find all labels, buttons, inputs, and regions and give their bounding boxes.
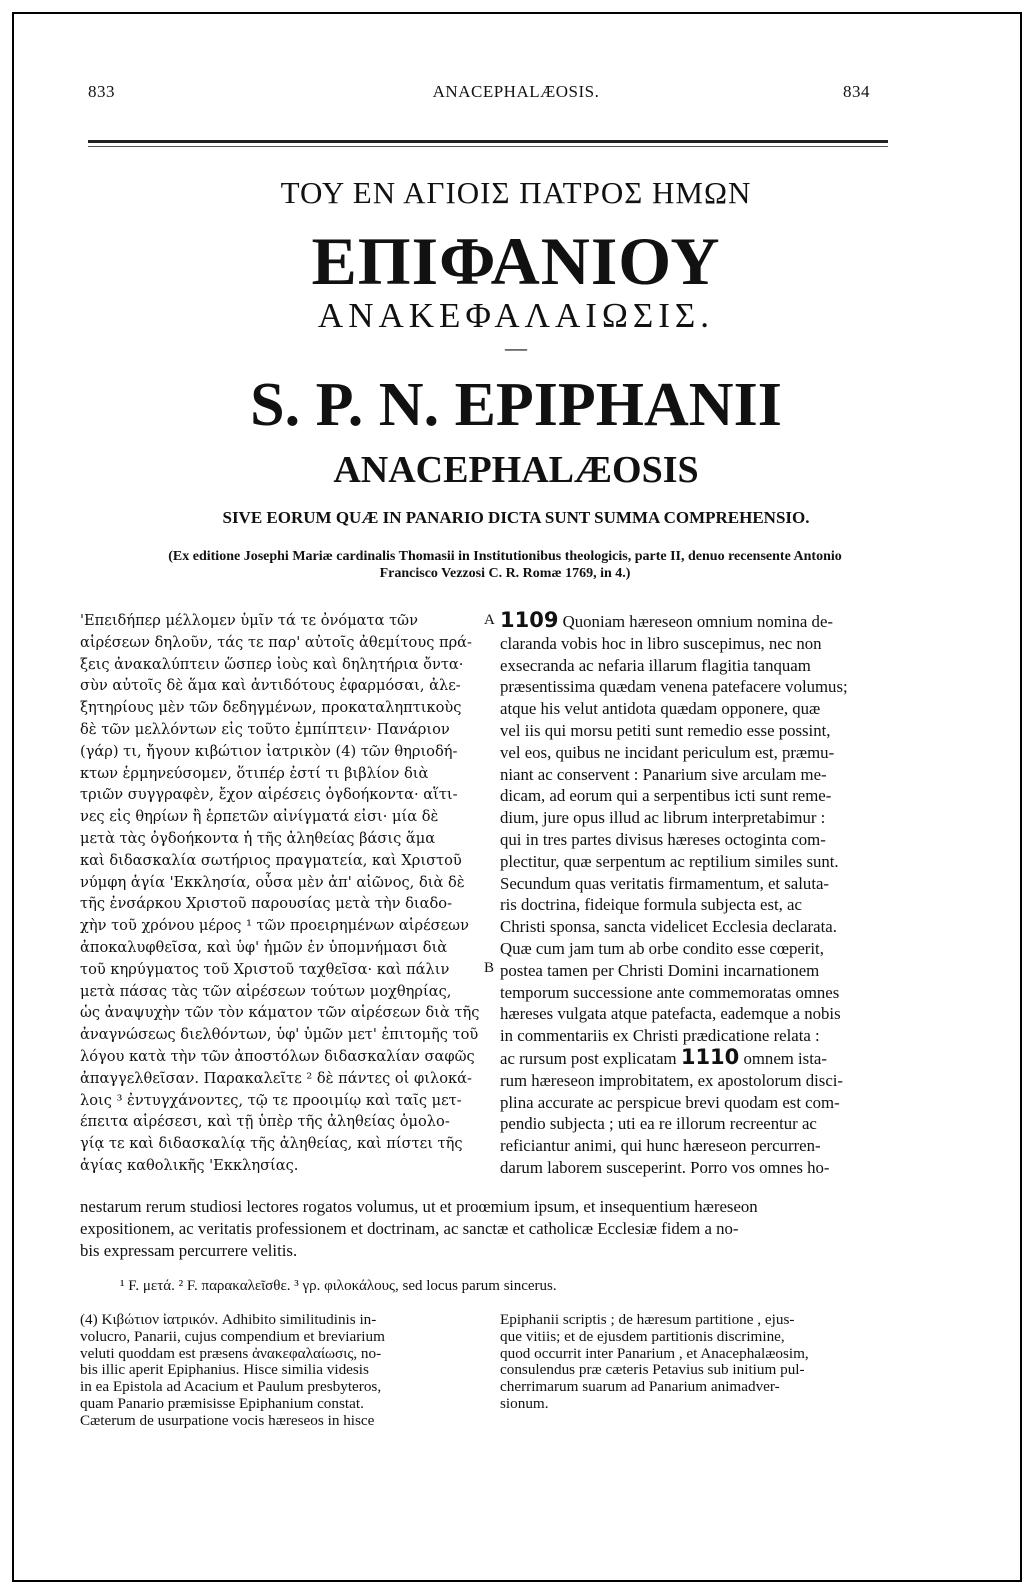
latin-text-line xyxy=(500,1047,900,1070)
latin-subtitle: SIVE EORUM QUÆ IN PANARIO DICTA SUNT SUMMA COMPREHENSIO. xyxy=(222,508,810,527)
greek-text-line: (γάρ) τι, ἤγουν κιβώτιον ἰατρικὸν (4) τῶν θηριοδή- xyxy=(80,742,458,760)
latin-title-work: ANACEPHALÆOSIS xyxy=(333,449,699,491)
section-number: 1110 xyxy=(680,1046,740,1069)
latin-text-line: rum hæreseon improbitatem, ex apostolorum disci- xyxy=(500,1070,844,1090)
greek-text-line: ξεις ἀνακαλύπτειν ὥσπερ ἰοὺς καὶ δηλητήρια ὄντα· xyxy=(80,655,464,673)
note-text-line: in ea Epistola ad Acacium et Paulum presbyteros, xyxy=(80,1378,382,1396)
greek-text-line: καὶ διδασκαλία σωτήριος πραγματεία, καὶ Χριστοῦ xyxy=(80,851,462,869)
greek-text-line: κτων ἑρμηνεύσομεν, ὅτιπέρ ἐστί τι βιβλίον διὰ xyxy=(80,764,429,782)
latin-text-line: reficiantur animi, qui hunc hæreseon percurren- xyxy=(500,1136,821,1156)
latin-text-line: pendio subjecta ; uti ea re illorum recreentur ac xyxy=(500,1114,817,1134)
latin-text-line: darum laborem susceperint. Porro vos omnes ho- xyxy=(500,1157,830,1177)
latin-text: Quoniam hæreseon omnium nomina de- xyxy=(562,612,833,631)
title-dash: — xyxy=(505,335,527,360)
greek-title-line1: ΤΟΥ ΕΝ ΑΓΙΟΙΣ ΠΑΤΡΟΣ ΗΜΩΝ xyxy=(280,175,752,210)
latin-text-line: plina accurate ac perspicue brevi quodam est com- xyxy=(500,1092,840,1112)
note-text-line: cherrimarum suarum ad Panarium animadver- xyxy=(500,1378,780,1396)
edition-note xyxy=(120,548,890,582)
greek-title-name: ΕΠΙΦΑΝΙΟΥ xyxy=(311,223,721,299)
header-rule-thick xyxy=(88,140,888,143)
note-text-line: quam Panario præmisisse Epiphanium constat. xyxy=(80,1394,364,1412)
greek-text-line: δὲ τῶν μελλόντων εἰς τοῦτο ἐμπίπτειν· Πανάριον xyxy=(80,720,450,738)
note-text-line: volucro, Panarii, cujus compendium et breviarium xyxy=(80,1327,385,1345)
greek-text-line: ἀποκαλυφθεῖσα, καὶ ὑφ' ἡμῶν ἐν ὑπομνήμασι διὰ xyxy=(80,938,448,956)
latin-text-line: præsentissima quædam venena patefacere volumus; xyxy=(500,677,848,697)
greek-text-line: αἱρέσεων δηλοῦν, τάς τε παρ' αὐτοῖς ἀθεμίτους πρά- xyxy=(80,633,472,651)
latin-text: ac rursum post explicatam xyxy=(500,1048,677,1068)
latin-text-line: plectitur, quæ serpentum ac reptilium similes sunt. xyxy=(500,851,839,871)
latin-text-line: dium, jure opus illud ac librum interpretabimur : xyxy=(500,808,826,828)
greek-text-line: έπειτα αἱρέσεσι, καὶ τῇ ὑπὲρ τῆς ἀληθείας ὁμολο- xyxy=(80,1113,450,1131)
latin-title-name: S. P. N. EPIPHANII xyxy=(250,371,782,439)
latin-text-line: dicam, ad eorum qui a serpentibus icti sunt reme- xyxy=(500,786,832,806)
latin-text-line: ris doctrina, fideique formula subjecta est, ac xyxy=(500,895,802,915)
full-text-line: nestarum rerum studiosi lectores rogatos volumus, ut et proœmium ipsum, et insequentium hæreseon xyxy=(80,1197,758,1216)
latin-text-line: atque his velut antidota quædam opponere, quæ xyxy=(500,699,821,719)
margin-letter-a: A xyxy=(484,612,495,628)
latin-text-line: Christi sponsa, sancta videlicet Ecclesia declarata. xyxy=(500,917,837,937)
note-text-line: bis illic aperit Epiphanius. Hisce similia videsis xyxy=(80,1361,369,1379)
note-text-line: Epiphanii scriptis ; de hæresum partitione , ejus- xyxy=(500,1311,795,1328)
greek-text-line: ξητηρίους μὲν τῶν δεδηγμένων, προκαταληπτικοὺς xyxy=(80,699,462,717)
greek-column xyxy=(80,610,480,1177)
commentary-note-left xyxy=(80,1312,482,1430)
full-width-text xyxy=(80,1196,900,1261)
greek-title-work: ΑΝΑΚΕΦΑΛΑΙΩΣΙΣ. xyxy=(317,296,715,335)
greek-text-line: μετὰ πάσας τὰς τῶν αἱρέσεων τούτων μοχθηρίας, xyxy=(80,982,452,1000)
latin-text-line: claranda vobis hoc in libro suscepimus, nec non xyxy=(500,633,822,653)
latin-text-line: in commentariis ex Christi prædicatione relata : xyxy=(500,1026,820,1046)
edition-note-line2: Francisco Vezzosi C. R. Romæ 1769, in 4.) xyxy=(379,566,631,581)
edition-note-line1: (Ex editione Josephi Mariæ cardinalis Thomasii in Institutionibus theologicis, parte II, denuo recensente Antonio xyxy=(168,549,842,564)
commentary-note-right xyxy=(500,1312,900,1413)
latin-text-line xyxy=(500,610,900,633)
greek-text-line: τοῦ κηρύγματος τοῦ Χριστοῦ ταχθεῖσα· καὶ πάλιν xyxy=(80,960,450,978)
greek-text-line: σὺν αὐτοῖς δὲ ἅμα καὶ ἀντιδότους ἐφαρμόσαι, ἀλε- xyxy=(80,677,461,695)
greek-text-line: νες εἰς θηρίων ἢ ἑρπετῶν αἰνίγματά εἰσι· μία δὲ xyxy=(80,808,439,826)
note-text-line: Cæterum de usurpatione vocis hæreseos in hisce xyxy=(80,1411,375,1429)
header-rule-thin xyxy=(88,146,888,147)
greek-text-line: χὴν τοῦ χρόνου μέρος ¹ τῶν προειρημένων αἱρέσεων xyxy=(80,917,469,935)
full-text-line: bis expressam percurrere velitis. xyxy=(80,1240,298,1260)
greek-text-line: ἀναγνώσεως διελθόντων, ὑφ' ὑμῶν μετ' ἐπιτομῆς τοῦ xyxy=(80,1026,479,1044)
full-text-line: expositionem, ac veritatis professionem et doctrinam, ac sanctæ et catholicæ Ecclesiæ fidem a no- xyxy=(80,1218,739,1238)
latin-text-line: vel eos, quibus ne incidant periculum est, præmu- xyxy=(500,742,835,762)
greek-text-line: τριῶν συγγραφὲν, ἔχον αἱρέσεις ὀγδοήκοντα· αἵτι- xyxy=(80,786,458,804)
latin-text: omnem ista- xyxy=(743,1048,827,1068)
footnotes: ¹ F. μετά. ² F. παρακαλεῖσθε. ³ γρ. φιλοκάλους, sed locus parum sincerus. xyxy=(120,1278,557,1294)
margin-letter-b: B xyxy=(484,960,495,976)
note-text-line: quod occurrit inter Panarium , et Anacephalæosim, xyxy=(500,1344,809,1362)
greek-text-line: νύμφη ἁγία 'Εκκλησία, οὖσα μὲν ἀπ' αἰῶνος, διὰ δὲ xyxy=(80,873,465,891)
greek-text-line: ἁγίας καθολικῆς 'Εκκλησίας. xyxy=(80,1156,299,1174)
greek-text-line: ἀπαγγελθεῖσαν. Παρακαλεῖτε ² δὲ πάντες οἱ φιλοκά- xyxy=(80,1069,472,1087)
latin-text-line: exsecranda ac nefaria illarum flagitia tanquam xyxy=(500,655,811,675)
note-text-line: sionum. xyxy=(500,1394,549,1412)
greek-text-line: λόγου κατὰ τὴν τῶν ἀποστόλων διδασκαλίαν σαφῶς xyxy=(80,1047,475,1065)
latin-text-line: qui in tres partes divisus hæreses octoginta com- xyxy=(500,829,826,849)
latin-text-line: Secundum quas veritatis firmamentum, et saluta- xyxy=(500,873,830,893)
greek-text-line: μετὰ τὰς ὀγδοήκοντα ἡ τῆς ἀληθείας βάσις ἅμα xyxy=(80,829,436,847)
note-text-line: que vitiis; et de ejusdem partitionis discrimine, xyxy=(500,1327,785,1345)
running-head: ANACEPHALÆOSIS. xyxy=(432,82,600,101)
note-text-line: veluti quoddam est præsens ἀνακεφαλαίωσις, no- xyxy=(80,1344,382,1362)
latin-text-line: niant ac conservent : Panarium sive arculam me- xyxy=(500,764,827,784)
latin-text-line: Quæ cum jam tum ab orbe condito esse cœperit, xyxy=(500,938,824,958)
greek-text-line: 'Επειδήπερ μέλλομεν ὑμῖν τά τε ὀνόματα τῶν xyxy=(80,612,418,629)
latin-text-line: temporum successione ante commemoratas omnes xyxy=(500,982,840,1002)
latin-text-line: postea tamen per Christi Domini incarnationem xyxy=(500,960,820,980)
greek-text-line: γίᾳ τε καὶ διδασκαλίᾳ τῆς ἀληθείας, καὶ πίστει τῆς xyxy=(80,1135,463,1153)
note-text-line: (4) Κιβώτιον ἰατρικόν. Adhibito similitudinis in- xyxy=(80,1311,377,1328)
note-text-line: consulendus præ cæteris Petavius sub initium pul- xyxy=(500,1361,805,1379)
greek-text-line: τῆς ἐνσάρκου Χριστοῦ παρουσίας μετὰ τὴν διαδο- xyxy=(80,895,453,913)
latin-column xyxy=(500,610,900,1179)
latin-text-line: vel iis qui morsu petiti sunt remedio esse possint, xyxy=(500,720,831,740)
section-number: 1109 xyxy=(500,610,559,632)
latin-text-line: hæreses vulgata atque patefacta, eademque a nobis xyxy=(500,1004,841,1024)
greek-text-line: ὡς ἀναψυχὴν τῶν τὸν κάματον τῶν αἱρέσεων διὰ τῆς xyxy=(80,1004,480,1022)
page-number-right: 834 xyxy=(843,82,870,101)
greek-text-line: λοις ³ ἐντυγχάνοντες, τῷ τε προοιμίῳ καὶ ταῖς μετ- xyxy=(80,1091,462,1109)
page-number-left: 833 xyxy=(88,82,115,101)
